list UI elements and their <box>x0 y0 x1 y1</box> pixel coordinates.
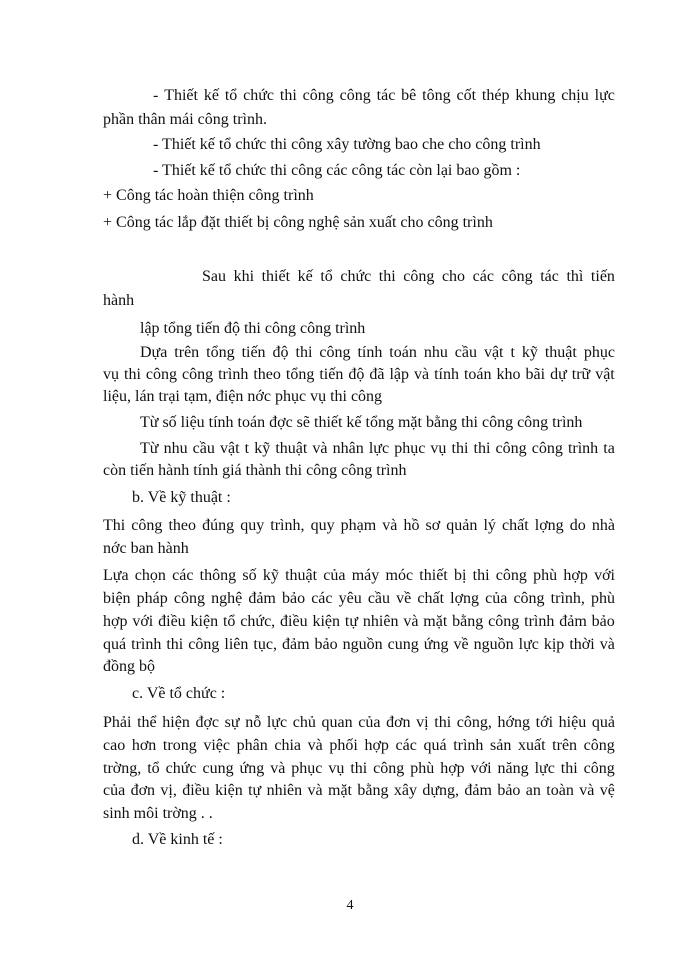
text-line: của đơn vị, điều kiện tự nhiên và mặt bằng xây dựng, đảm bảo an toàn và vệ <box>103 782 615 799</box>
text-line: phần thân mái công trình. <box>103 111 267 128</box>
text-line: lập tổng tiến độ thi công công trình <box>140 320 366 337</box>
text-line: hợp với điều kiện tổ chức, điều kiện tự nhiên và mặt bằng công trình đảm bảo <box>103 613 615 630</box>
text-line: còn tiến hành tính giá thành thi công công trình <box>103 462 407 479</box>
text-line: nớc ban hành <box>103 540 189 557</box>
text-line: - Thiết kế tổ chức thi công công tác bê tông cốt thép khung chịu lực <box>153 87 615 104</box>
text-line: Thi công theo đúng quy trình, quy phạm và hồ sơ quản lý chất lợng do nhà <box>103 517 615 534</box>
text-line: - Thiết kế tổ chức thi công xây tường bao che cho công trình <box>153 136 541 153</box>
text-line: sinh môi trờng . . <box>103 805 213 822</box>
text-line: Từ nhu cầu vật t kỹ thuật và nhân lực phục vụ thi thi công công trình ta <box>140 440 615 457</box>
text-line: đồng bộ <box>103 658 155 675</box>
text-line: Dựa trên tổng tiến độ thi công tính toán nhu cầu vật t kỹ thuật phục <box>140 344 615 361</box>
text-line: Từ số liệu tính toán đợc sẽ thiết kế tổng mặt bằng thi công công trình <box>140 414 583 431</box>
text-line: hành <box>103 292 135 309</box>
text-line: - Thiết kế tổ chức thi công các công tác còn lại bao gồm : <box>153 162 521 179</box>
section-heading: c. Về tổ chức : <box>132 685 226 702</box>
text-line: cao hơn trong việc phân chia và phối hợp các quá trình sản xuất trên công <box>103 737 615 754</box>
text-line: + Công tác hoàn thiện công trình <box>103 187 314 204</box>
page-number: 4 <box>346 898 354 913</box>
text-line: Lựa chọn các thông số kỹ thuật của máy móc thiết bị thi công phù hợp với <box>103 567 615 584</box>
text-line: biện pháp công nghệ đảm bảo các yêu cầu về chất lợng của công trình, phù <box>103 590 615 607</box>
text-line: Sau khi thiết kế tổ chức thi công cho các công tác thì tiến <box>202 268 615 285</box>
text-line: vụ thi công công trình theo tổng tiến độ đã lập và tính toán kho bãi dự trữ vật <box>103 366 615 383</box>
text-line: quá trình thi công liên tục, đảm bảo nguồn cung ứng về nguồn lực kịp thời và <box>103 636 615 653</box>
text-line: trờng, tổ chức cung ứng và phục vụ thi công phù hợp với năng lực thi công <box>103 760 615 777</box>
section-heading: d. Về kinh tế : <box>132 831 223 848</box>
text-line: Phải thể hiện đợc sự nỗ lực chủ quan của đơn vị thi công, hớng tới hiệu quả <box>103 714 615 731</box>
text-line: liệu, lán trại tạm, điện nớc phục vụ thi công <box>103 388 383 405</box>
text-line: + Công tác lắp đặt thiết bị công nghệ sản xuất cho công trình <box>103 214 493 231</box>
section-heading: b. Về kỹ thuật : <box>132 489 231 506</box>
